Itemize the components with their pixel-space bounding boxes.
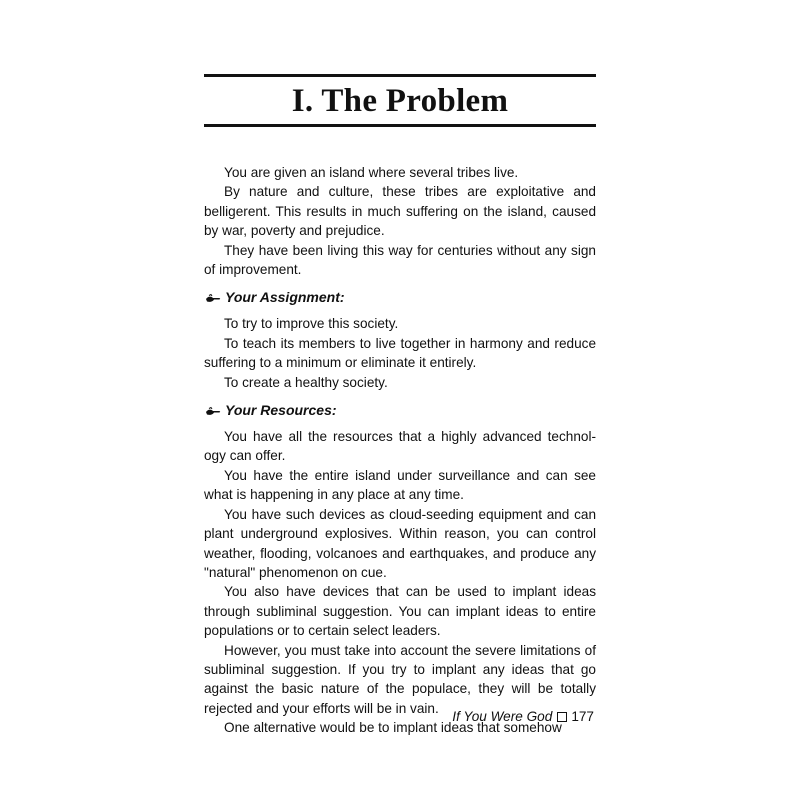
box-icon xyxy=(557,712,567,722)
chapter-title: I. The Problem xyxy=(291,83,509,119)
page-footer xyxy=(452,708,594,726)
resources-paragraph: You have the entire island under surveillance and can see what is happening in any place at any time. xyxy=(204,467,596,503)
page-number: 177 xyxy=(571,709,594,724)
intro-paragraph: They have been living this way for centuries without any sign of improvement. xyxy=(204,242,596,278)
resources-heading-text: Your Resources: xyxy=(225,402,337,419)
resources-paragraph: You have such devices as cloud-seeding equipment and can plant underground explosives. Within reason, you can control weather, flooding, volcanoes and earthquakes, and produce any "natural" phenomenon on cue. xyxy=(204,506,596,580)
assignment-heading xyxy=(204,288,596,307)
pointing-hand-icon xyxy=(205,293,221,303)
assignment-paragraph: To try to improve this society. xyxy=(224,316,399,332)
assignment-paragraph: To teach its members to live together in harmony and reduce suffering to a minimum or eliminate it entirely. xyxy=(204,335,596,371)
pointing-hand-icon xyxy=(205,406,221,416)
body-text xyxy=(204,163,596,738)
title-top-rule xyxy=(204,74,596,77)
resources-paragraph: You also have devices that can be used to implant ideas through subliminal suggestion. You can implant ideas to entire populations or to certain select leaders. xyxy=(204,584,596,639)
resources-paragraph: One alternative would be to implant ideas that somehow xyxy=(224,720,562,736)
title-bottom-rule xyxy=(204,124,596,127)
assignment-heading-text: Your Assignment: xyxy=(225,289,345,306)
intro-paragraph: By nature and culture, these tribes are exploitative and belligerent. This results in much suffering on the island, caused by war, poverty and prejudice. xyxy=(204,184,596,239)
resources-paragraph: However, you must take into account the severe limitations of subliminal suggestion. If you try to implant any ideas that go against the basic nature of the populace, they will be totally rejected and your efforts will be in vain. xyxy=(204,642,596,716)
resources-heading xyxy=(204,401,596,420)
resources-paragraph: You have all the resources that a highly advanced technol-ogy can offer. xyxy=(204,429,596,464)
footer-book-title: If You Were God xyxy=(452,709,553,724)
assignment-paragraph: To create a healthy society. xyxy=(224,374,388,390)
intro-paragraph: You are given an island where several tribes live. xyxy=(224,165,519,180)
